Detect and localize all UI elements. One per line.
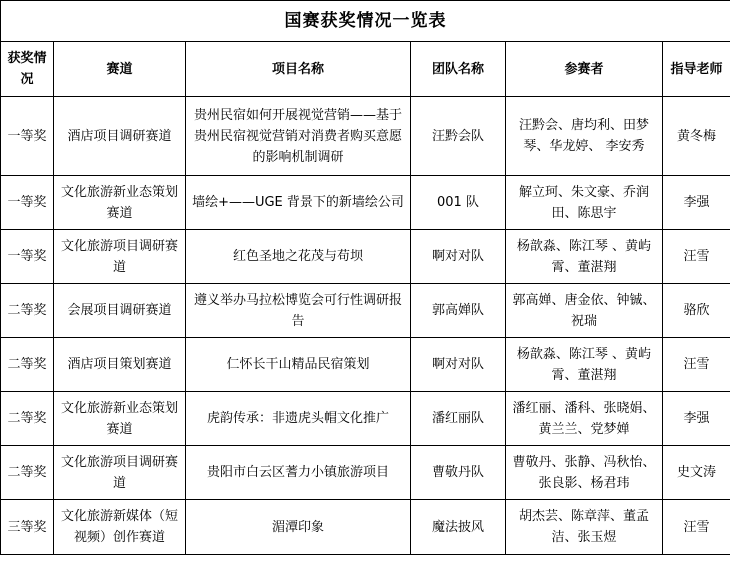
award-cell: 二等奖 [1, 446, 54, 500]
team-cell: 曹敬丹队 [411, 446, 506, 500]
members-cell: 曹敬丹、张静、冯秋怡、张良影、杨君玮 [506, 446, 663, 500]
header-row [1, 42, 730, 97]
track-cell: 文化旅游新媒体（短视频）创作赛道 [54, 500, 186, 555]
award-cell: 二等奖 [1, 284, 54, 338]
members-cell: 解立珂、朱文豪、乔润田、陈思宇 [506, 176, 663, 230]
members-cell: 胡杰芸、陈章萍、董孟洁、张玉煜 [506, 500, 663, 555]
track-cell: 文化旅游新业态策划赛道 [54, 176, 186, 230]
project-cell: 仁怀长干山精品民宿策划 [186, 338, 411, 392]
track-cell: 文化旅游新业态策划赛道 [54, 392, 186, 446]
members-cell: 潘红丽、潘科、张晓娟、黄兰兰、党梦婵 [506, 392, 663, 446]
team-cell: 汪黔会队 [411, 97, 506, 176]
table-row [1, 97, 730, 176]
track-cell: 酒店项目调研赛道 [54, 97, 186, 176]
advisor-cell: 黄冬梅 [663, 97, 730, 176]
project-cell: 遵义举办马拉松博览会可行性调研报告 [186, 284, 411, 338]
track-cell: 会展项目调研赛道 [54, 284, 186, 338]
table-title: 国赛获奖情况一览表 [1, 1, 730, 42]
advisor-cell: 汪雪 [663, 338, 730, 392]
award-cell: 一等奖 [1, 176, 54, 230]
project-cell: 红色圣地之花茂与苟坝 [186, 230, 411, 284]
track-cell: 文化旅游项目调研赛道 [54, 446, 186, 500]
header-members: 参赛者 [506, 42, 663, 97]
members-cell: 汪黔会、唐均利、田梦琴、华龙婷、 李安秀 [506, 97, 663, 176]
header-award: 获奖情况 [1, 42, 54, 97]
team-cell: 郭高婵队 [411, 284, 506, 338]
advisor-cell: 李强 [663, 392, 730, 446]
table-row [1, 338, 730, 392]
table-row [1, 176, 730, 230]
header-track: 赛道 [54, 42, 186, 97]
advisor-cell: 史文涛 [663, 446, 730, 500]
header-advisor: 指导老师 [663, 42, 730, 97]
header-project: 项目名称 [186, 42, 411, 97]
award-cell: 二等奖 [1, 392, 54, 446]
award-cell: 三等奖 [1, 500, 54, 555]
team-cell: 啊对对队 [411, 230, 506, 284]
table-row [1, 392, 730, 446]
award-cell: 二等奖 [1, 338, 54, 392]
team-cell: 啊对对队 [411, 338, 506, 392]
track-cell: 酒店项目策划赛道 [54, 338, 186, 392]
project-cell: 湄潭印象 [186, 500, 411, 555]
project-cell: 虎韵传承：非遗虎头帽文化推广 [186, 392, 411, 446]
team-cell: 魔法披风 [411, 500, 506, 555]
team-cell: 潘红丽队 [411, 392, 506, 446]
track-cell: 文化旅游项目调研赛道 [54, 230, 186, 284]
project-cell: 贵阳市白云区蓍力小镇旅游项目 [186, 446, 411, 500]
members-cell: 杨歆淼、陈江琴 、黄屿霄、董湛翔 [506, 338, 663, 392]
team-cell: 001 队 [411, 176, 506, 230]
award-cell: 一等奖 [1, 97, 54, 176]
advisor-cell: 骆欣 [663, 284, 730, 338]
project-cell: 墙绘+——UGE 背景下的新墙绘公司 [186, 176, 411, 230]
members-cell: 杨歆淼、陈江琴 、黄屿霄、董湛翔 [506, 230, 663, 284]
table-row [1, 230, 730, 284]
advisor-cell: 汪雪 [663, 500, 730, 555]
members-cell: 郭高婵、唐金依、钟铖、祝瑞 [506, 284, 663, 338]
table-row [1, 284, 730, 338]
advisor-cell: 汪雪 [663, 230, 730, 284]
header-team: 团队名称 [411, 42, 506, 97]
project-cell: 贵州民宿如何开展视觉营销——基于贵州民宿视觉营销对消费者购买意愿的影响机制调研 [186, 97, 411, 176]
table-row [1, 500, 730, 555]
table-row [1, 446, 730, 500]
award-cell: 一等奖 [1, 230, 54, 284]
advisor-cell: 李强 [663, 176, 730, 230]
